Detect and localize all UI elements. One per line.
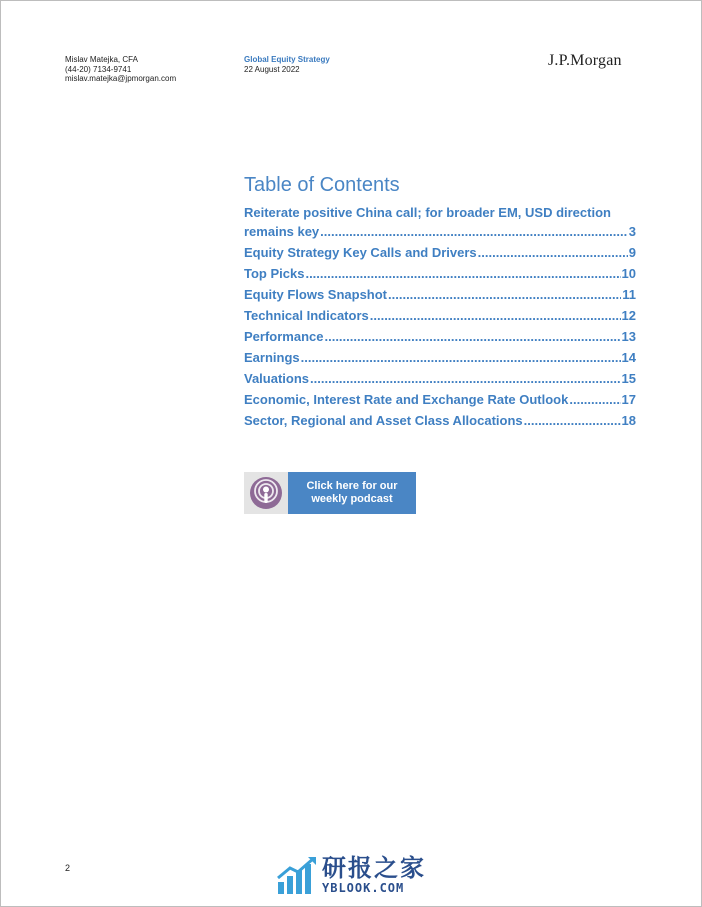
toc-entry-1[interactable] bbox=[244, 221, 636, 242]
page-number: 2 bbox=[65, 863, 71, 873]
toc-entry-title: Economic, Interest Rate and Exchange Rate Outlook bbox=[244, 392, 569, 407]
toc-entry-8[interactable] bbox=[244, 368, 636, 389]
report-series: Global Equity Strategy bbox=[244, 55, 330, 64]
toc-entry-title: Valuations bbox=[244, 371, 310, 386]
toc-leader-dots bbox=[524, 410, 621, 431]
toc-entry-7[interactable] bbox=[244, 347, 636, 368]
watermark bbox=[276, 856, 426, 896]
toc-entry-title: Equity Flows Snapshot bbox=[244, 287, 388, 302]
toc-entry-page: 10 bbox=[621, 266, 636, 281]
toc-leader-dots bbox=[305, 263, 620, 284]
toc-leader-dots bbox=[569, 389, 620, 410]
toc-entry-page: 17 bbox=[621, 392, 636, 407]
toc-entry-1-line1[interactable] bbox=[244, 204, 636, 221]
toc-entry-4[interactable] bbox=[244, 284, 636, 305]
author-phone: (44-20) 7134-9741 bbox=[65, 64, 132, 74]
toc-leader-dots bbox=[320, 221, 628, 242]
toc-leader-dots bbox=[388, 284, 621, 305]
toc-entry-2[interactable] bbox=[244, 242, 636, 263]
author-block bbox=[65, 55, 176, 84]
toc-title: Table of Contents bbox=[244, 174, 400, 196]
author-email[interactable]: mislav.matejka@jpmorgan.com bbox=[65, 74, 177, 83]
toc-entry-title: Reiterate positive China call; for broader EM, USD direction bbox=[244, 205, 611, 220]
podcast-label-line2: weekly podcast bbox=[311, 493, 393, 505]
toc-entry-6[interactable] bbox=[244, 326, 636, 347]
toc-entry-title: Equity Strategy Key Calls and Drivers bbox=[244, 245, 477, 260]
toc-entry-page: 12 bbox=[621, 308, 636, 323]
watermark-en: YBLOOK.COM bbox=[322, 881, 405, 895]
toc-leader-dots bbox=[478, 242, 628, 263]
toc-entry-page: 14 bbox=[621, 350, 636, 365]
author-name: Mislav Matejka, CFA bbox=[65, 55, 138, 64]
podcast-icon bbox=[244, 472, 288, 514]
toc-entry-10[interactable] bbox=[244, 410, 636, 431]
toc-entry-page: 18 bbox=[621, 413, 636, 428]
toc-entry-page: 9 bbox=[628, 245, 636, 260]
toc-leader-dots bbox=[310, 368, 621, 389]
toc-entry-page: 13 bbox=[621, 329, 636, 344]
toc-entry-title: Top Picks bbox=[244, 266, 305, 281]
toc-leader-dots bbox=[324, 326, 620, 347]
toc-entry-title: Performance bbox=[244, 329, 324, 344]
toc-entry-9[interactable] bbox=[244, 389, 636, 410]
toc-entry-title: remains key bbox=[244, 224, 320, 239]
toc-list bbox=[244, 204, 636, 431]
report-date: 22 August 2022 bbox=[244, 64, 300, 74]
report-block bbox=[244, 55, 330, 74]
toc-entry-page: 3 bbox=[628, 224, 636, 239]
watermark-cn: 研报之家 bbox=[322, 855, 426, 882]
toc-entry-title: Sector, Regional and Asset Class Allocations bbox=[244, 413, 523, 428]
toc-leader-dots bbox=[370, 305, 621, 326]
jpmorgan-logo: J.P.Morgan bbox=[548, 52, 622, 69]
toc-leader-dots bbox=[301, 347, 621, 368]
toc-entry-5[interactable] bbox=[244, 305, 636, 326]
podcast-label bbox=[288, 472, 416, 514]
toc-entry-title: Technical Indicators bbox=[244, 308, 369, 323]
toc-entry-3[interactable] bbox=[244, 263, 636, 284]
toc-entry-page: 11 bbox=[622, 287, 636, 302]
toc-entry-title: Earnings bbox=[244, 350, 300, 365]
podcast-button[interactable] bbox=[244, 472, 416, 514]
toc-entry-page: 15 bbox=[621, 371, 636, 386]
podcast-label-line1: Click here for our bbox=[306, 480, 398, 492]
bar-chart-logo-icon bbox=[276, 856, 318, 896]
